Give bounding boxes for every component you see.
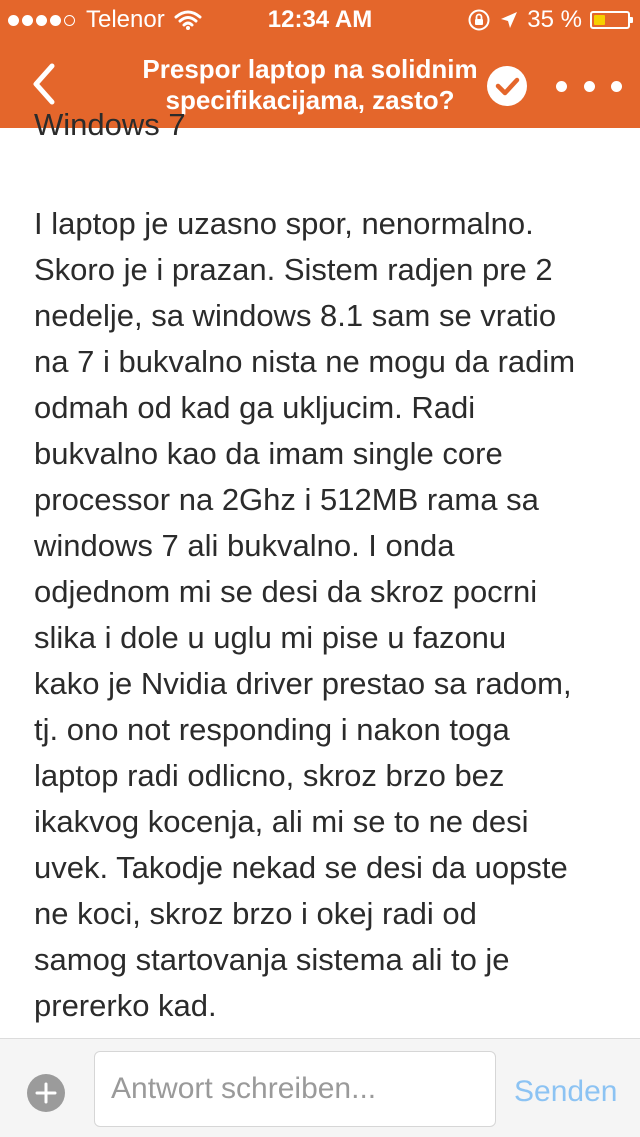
post-line: I laptop je uzasno spor, nenormalno. xyxy=(34,206,534,241)
carrier-name: Telenor xyxy=(86,6,165,33)
post-line: Skoro je i prazan. Sistem radjen pre 2 xyxy=(34,252,553,287)
post-partial-line: Windows 7 xyxy=(34,107,186,142)
location-arrow-icon xyxy=(499,10,519,30)
checkmark-icon xyxy=(487,66,527,106)
topic-title-line-1: Prespor laptop na solidnim xyxy=(142,54,478,84)
reply-input[interactable] xyxy=(94,1051,496,1127)
post-line: samog startovanja sistema ali to je xyxy=(34,942,510,977)
post-line: odmah od kad ga ukljucim. Radi xyxy=(34,390,476,425)
reply-composer xyxy=(0,1038,640,1137)
post-line: ikakvog kocenja, ali mi se to ne desi xyxy=(34,804,529,839)
post-line: bukvalno kao da imam single core xyxy=(34,436,503,471)
more-options-button[interactable] xyxy=(556,78,622,94)
battery-icon xyxy=(590,11,630,29)
post-line: prererko kad. xyxy=(34,988,217,1023)
status-right xyxy=(459,6,630,34)
more-dot-icon xyxy=(584,81,595,92)
battery-percent: 35 % xyxy=(527,6,582,33)
add-attachment-button[interactable] xyxy=(27,1074,65,1112)
more-dot-icon xyxy=(556,81,567,92)
more-dot-icon xyxy=(611,81,622,92)
topic-title-line-2: specifikacijama, zasto? xyxy=(165,85,455,115)
post-line: na 7 i bukvalno nista ne mogu da radim xyxy=(34,344,576,379)
post-content xyxy=(0,107,640,1038)
battery-level-fill xyxy=(594,15,605,25)
rotation-lock-icon xyxy=(467,8,491,32)
solved-button[interactable] xyxy=(487,66,527,106)
post-line: kako je Nvidia driver prestao sa radom, xyxy=(34,666,572,701)
post-line: laptop radi odlicno, skroz brzo bez xyxy=(34,758,505,793)
post-body xyxy=(34,201,614,1029)
post-line: nedelje, sa windows 8.1 sam se vratio xyxy=(34,298,557,333)
post-line: processor na 2Ghz i 512MB rama sa xyxy=(34,482,539,517)
send-button[interactable]: Senden xyxy=(514,1075,618,1108)
status-time: 12:34 AM xyxy=(267,6,373,33)
post-line: slika i dole u uglu mi pise u fazonu xyxy=(34,620,507,655)
plus-icon xyxy=(27,1074,65,1112)
post-line: odjednom mi se desi da skroz pocrni xyxy=(34,574,538,609)
status-bar xyxy=(0,0,640,40)
post-line: windows 7 ali bukvalno. I onda xyxy=(34,528,455,563)
post-line: uvek. Takodje nekad se desi da uopste xyxy=(34,850,568,885)
post-line: tj. ono not responding i nakon toga xyxy=(34,712,510,747)
post-line: ne koci, skroz brzo i okej radi od xyxy=(34,896,477,931)
